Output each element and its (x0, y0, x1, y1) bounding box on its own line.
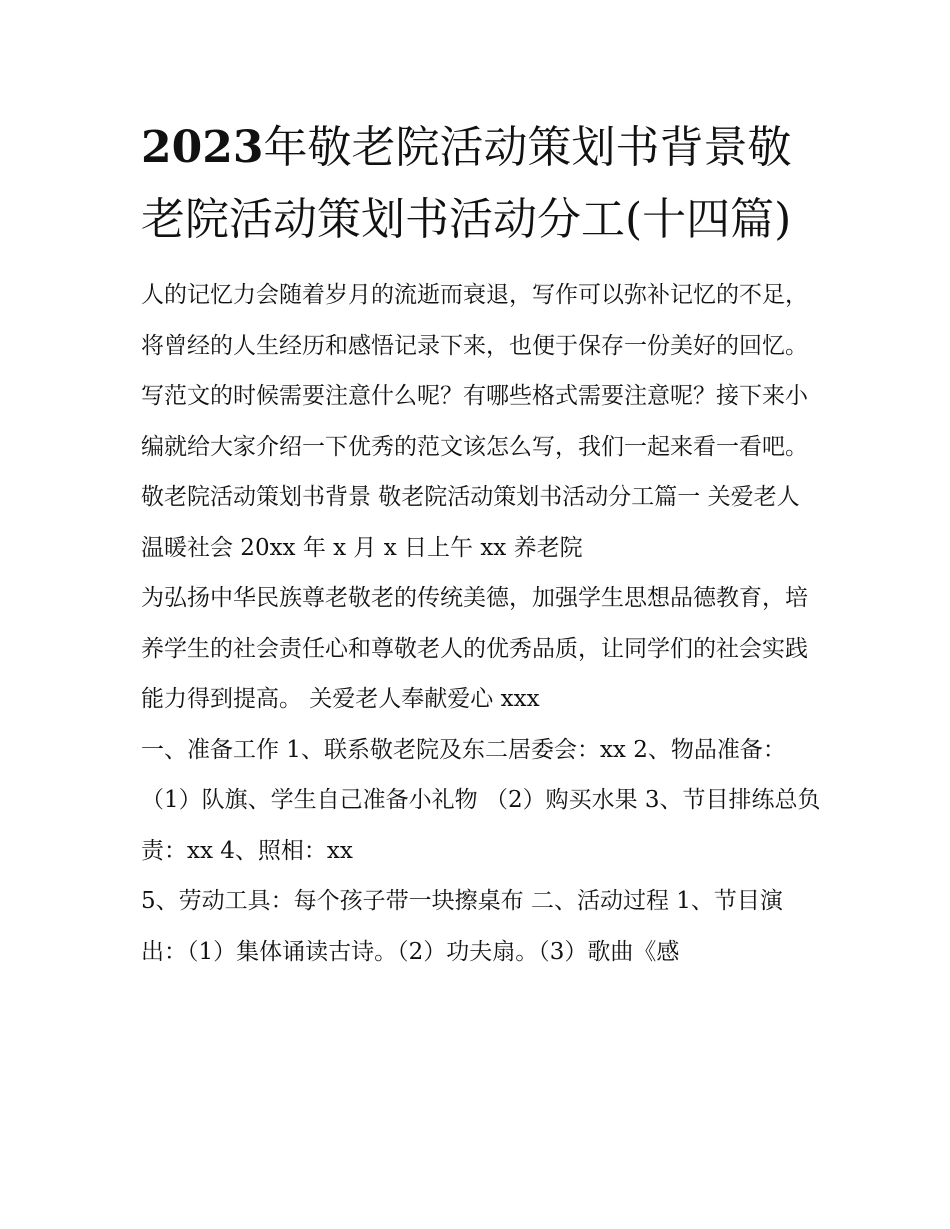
process-paragraph: 5、劳动工具：每个孩子带一块擦桌布 二、活动过程 1、节目演出：（1）集体诵读古诗。（2）功夫扇。（3）歌曲《感 (141, 888, 783, 965)
section-heading-paragraph: 敬老院活动策划书背景 敬老院活动策划书活动分工篇一 关爱老人温暖社会 20xx 年 x 月 x 日上午 xx 养老院 (141, 484, 800, 561)
document-title (141, 112, 821, 256)
document-body (141, 270, 821, 977)
title-year: 2023 (141, 122, 264, 173)
preparation-paragraph: 一、准备工作 1、联系敬老院及东二居委会：xx 2、物品准备：（1）队旗、学生自己准备小礼物 （2）购买水果 3、节目排练总负责：xx 4、照相：xx (141, 736, 821, 864)
intro-paragraph: 人的记忆力会随着岁月的流逝而衰退，写作可以弥补记忆的不足，将曾经的人生经历和感悟记录下来，也便于保存一份美好的回忆。写范文的时候需要注意什么呢？有哪些格式需要注意呢？接下来小编就给大家介绍一下优秀的范文该怎么写，我们一起来看一看吧。 (141, 282, 808, 460)
purpose-paragraph: 为弘扬中华民族尊老敬老的传统美德，加强学生思想品德教育，培养学生的社会责任心和尊敬老人的优秀品质，让同学们的社会实践能力得到提高。 关爱老人奉献爱心 xxx (141, 585, 808, 712)
title-text: 年敬老院活动策划书背景敬老院活动策划书活动分工(十四篇) (141, 122, 792, 245)
document-page (141, 112, 821, 977)
